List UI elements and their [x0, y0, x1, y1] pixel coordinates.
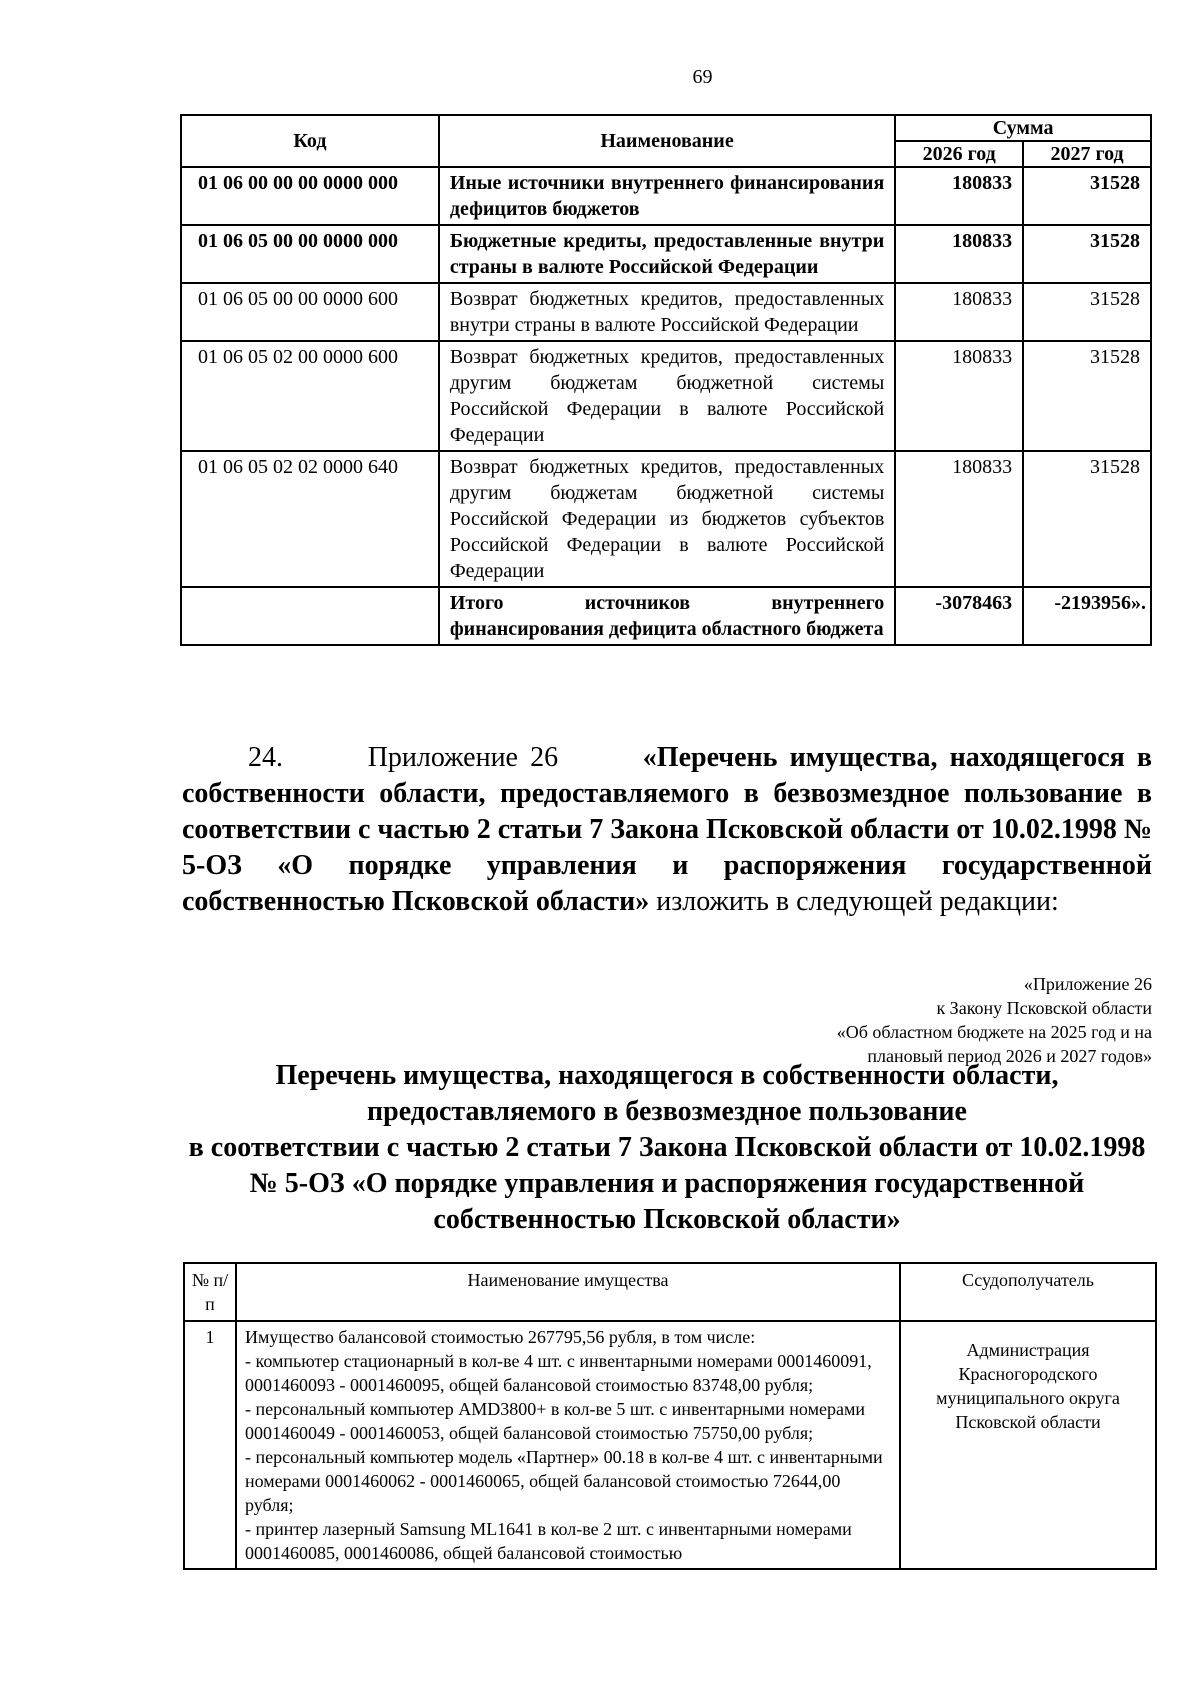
property-list-title — [180, 1058, 1154, 1238]
header-year-2027: 2027 год — [1023, 141, 1151, 167]
row-property-description — [236, 1321, 900, 1569]
row-num: 1 — [184, 1321, 236, 1569]
amendment-paragraph — [182, 740, 1152, 920]
header-property-name: Наименование имущества — [236, 1263, 900, 1321]
header-num: № п/п — [184, 1263, 236, 1321]
row-code: 01 06 00 00 00 0000 000 — [181, 167, 439, 225]
appendix-ref-line: «Приложение 26 — [1023, 974, 1152, 994]
table-row — [184, 1321, 1156, 1569]
row-2026: 180833 — [895, 451, 1023, 587]
property-line: - принтер лазерный Samsung ML1641 в кол-ве 2 шт. с инвентарными номерами 0001460085, 0001460086, общей балансовой стоимостью — [245, 1519, 852, 1563]
budget-header-row — [181, 115, 1151, 141]
table-total-row — [181, 587, 1151, 645]
row-2026: 180833 — [895, 283, 1023, 341]
row-2026: -3078463 — [895, 587, 1023, 645]
appendix-reference — [732, 972, 1152, 1068]
row-2027: 31528 — [1023, 283, 1151, 341]
row-2027: 31528 — [1023, 341, 1151, 451]
table-row — [181, 283, 1151, 341]
header-year-2026: 2026 год — [895, 141, 1023, 167]
row-code — [181, 587, 439, 645]
paragraph-intro: Приложение 26 — [367, 742, 559, 773]
row-name: Иные источники внутреннего финансирования дефицитов бюджетов — [439, 167, 895, 225]
row-2027: 31528 — [1023, 225, 1151, 283]
row-code: 01 06 05 02 00 0000 600 — [181, 341, 439, 451]
property-header-row — [184, 1263, 1156, 1321]
row-2026: 180833 — [895, 341, 1023, 451]
table-row — [181, 167, 1151, 225]
header-recipient: Ссудополучатель — [900, 1263, 1156, 1321]
title-line: № 5-ОЗ «О порядке управления и распоряжения государственной — [249, 1168, 1085, 1199]
row-name: Итого источников внутреннего финансирования дефицита областного бюджета — [439, 587, 895, 645]
table-row — [181, 451, 1151, 587]
title-line: собственностью Псковской области» — [433, 1204, 901, 1235]
appendix-ref-line: «Об областном бюджете на 2025 год и на — [836, 1022, 1152, 1042]
title-line: предоставляемого в безвозмездное пользование — [367, 1096, 967, 1127]
appendix-ref-line: к Закону Псковской области — [936, 998, 1152, 1018]
table-row — [181, 225, 1151, 283]
title-line: в соответствии с частью 2 статьи 7 Закона Псковской области от 10.02.1998 — [188, 1132, 1146, 1163]
property-table — [183, 1262, 1157, 1570]
row-recipient: Администрация Красногородского муниципального округа Псковской области — [900, 1321, 1156, 1569]
title-line: Перечень имущества, находящегося в собственности области, — [275, 1060, 1059, 1091]
page-number: 69 — [692, 66, 713, 88]
row-name: Бюджетные кредиты, предоставленные внутри страны в валюте Российской Федерации — [439, 225, 895, 283]
row-code: 01 06 05 00 00 0000 000 — [181, 225, 439, 283]
table-row — [181, 341, 1151, 451]
row-name: Возврат бюджетных кредитов, предоставленных другим бюджетам бюджетной системы Российской Федерации из бюджетов субъектов Российской Федерации в валюте Российской Федерации — [439, 451, 895, 587]
header-sum: Сумма — [895, 115, 1151, 141]
row-2027: -2193956». — [1023, 587, 1151, 645]
appendix-ref-line: плановый период 2026 и 2027 годов» — [867, 1046, 1152, 1066]
row-code: 01 06 05 00 00 0000 600 — [181, 283, 439, 341]
property-line: - персональный компьютер модель «Партнер» 00.18 в кол-ве 4 шт. с инвентарными номерами 0001460062 - 0001460065, общей балансовой стоимостью 72644,00 рубля; — [245, 1447, 883, 1515]
row-2026: 180833 — [895, 167, 1023, 225]
row-2027: 31528 — [1023, 167, 1151, 225]
row-2027: 31528 — [1023, 451, 1151, 587]
property-line: Имущество балансовой стоимостью 267795,56 рубля, в том числе: — [245, 1327, 756, 1347]
row-2026: 180833 — [895, 225, 1023, 283]
property-line: - персональный компьютер AMD3800+ в кол-ве 5 шт. с инвентарными номерами 0001460049 - 0001460053, общей балансовой стоимостью 75750,00 рубля; — [245, 1399, 865, 1443]
header-name: Наименование — [439, 115, 895, 167]
row-code: 01 06 05 02 02 0000 640 — [181, 451, 439, 587]
paragraph-number: 24. — [248, 742, 283, 773]
row-name: Возврат бюджетных кредитов, предоставленных другим бюджетам бюджетной системы Российской Федерации в валюте Российской Федерации — [439, 341, 895, 451]
property-line: - компьютер стационарный в кол-ве 4 шт. с инвентарными номерами 0001460091, 0001460093 - 0001460095, общей балансовой стоимостью 83748,00 рубля; — [245, 1351, 872, 1395]
row-name: Возврат бюджетных кредитов, предоставленных внутри страны в валюте Российской Федерации — [439, 283, 895, 341]
budget-sources-table — [180, 114, 1152, 646]
paragraph-tail: изложить в следующей редакции: — [656, 886, 1059, 917]
header-code: Код — [181, 115, 439, 167]
paragraph-bold-title: «Перечень имущества, находящегося в собственности области, предоставляемого в безвозмездное пользование в соответствии с частью 2 статьи 7 Закона Псковской области от 10.02.1998 № 5-ОЗ «О порядке управления и распоряжения государственной собственностью Псковской области» — [182, 742, 1153, 917]
